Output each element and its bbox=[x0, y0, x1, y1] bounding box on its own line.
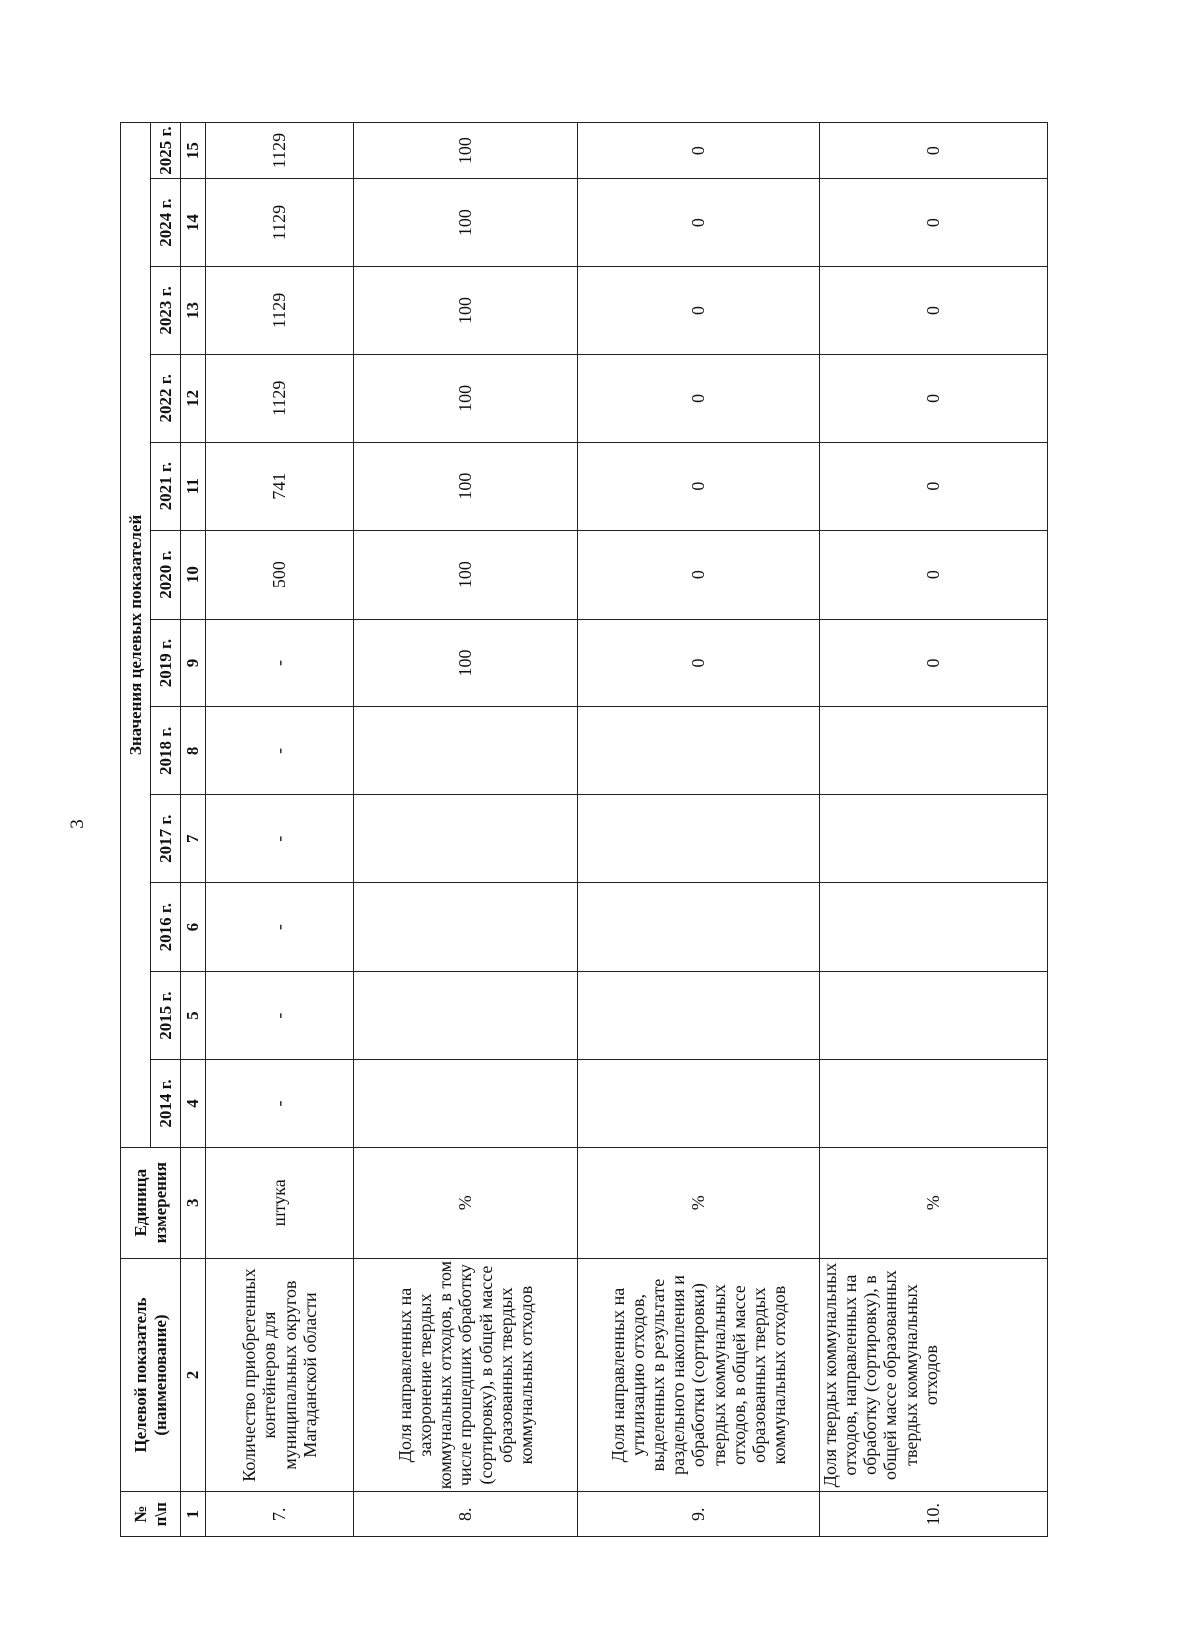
column-number: 1 bbox=[181, 1492, 206, 1537]
indicator-name: Доля направленных на утилизацию отходов, выделенных в результате раздельного накопления и обработки (сортировки) твердых коммунальных отходов, в общей массе образованных твердых коммунальных отходов bbox=[578, 1258, 820, 1492]
target-indicators-table bbox=[120, 122, 1048, 1537]
indicator-value: - bbox=[206, 972, 354, 1060]
header-year: 2022 г. bbox=[151, 354, 181, 442]
indicator-value bbox=[578, 972, 820, 1060]
header-year: 2019 г. bbox=[151, 619, 181, 707]
indicator-value: 0 bbox=[578, 123, 820, 179]
header-num: № п\п bbox=[121, 1492, 181, 1537]
indicator-value: 100 bbox=[354, 619, 578, 707]
indicator-unit: % bbox=[354, 1147, 578, 1258]
indicator-name: Доля твердых коммунальных отходов, направленных на обработку (сортировку), в общей массе образованных твердых коммунальных отходов bbox=[820, 1258, 1048, 1492]
indicator-value: - bbox=[206, 883, 354, 972]
header-year: 2024 г. bbox=[151, 179, 181, 267]
indicator-value: 0 bbox=[578, 354, 820, 442]
header-year: 2020 г. bbox=[151, 530, 181, 619]
header-indicator: Целевой показатель (наименование) bbox=[121, 1258, 181, 1492]
indicator-value bbox=[820, 1060, 1048, 1148]
column-number: 6 bbox=[181, 883, 206, 972]
indicator-value: 0 bbox=[820, 267, 1048, 355]
indicator-value bbox=[578, 883, 820, 972]
header-year: 2014 г. bbox=[151, 1060, 181, 1148]
row-number: 9. bbox=[578, 1492, 820, 1537]
indicator-value: 1129 bbox=[206, 179, 354, 267]
indicator-value: 0 bbox=[820, 530, 1048, 619]
indicator-name: Доля направленных на захоронение твердых коммунальных отходов, в том числе прошедших обработку (сортировку), в общей массе образованных твердых коммунальных отходов bbox=[354, 1258, 578, 1492]
table-row bbox=[354, 123, 578, 1537]
column-number: 9 bbox=[181, 619, 206, 707]
indicator-value: - bbox=[206, 707, 354, 795]
row-number: 10. bbox=[820, 1492, 1048, 1537]
indicator-value bbox=[354, 795, 578, 883]
row-number: 8. bbox=[354, 1492, 578, 1537]
indicator-value bbox=[354, 707, 578, 795]
column-number: 10 bbox=[181, 530, 206, 619]
indicator-value bbox=[578, 707, 820, 795]
column-number: 12 bbox=[181, 354, 206, 442]
indicator-value: - bbox=[206, 619, 354, 707]
table-row bbox=[206, 123, 354, 1537]
indicator-value: 100 bbox=[354, 179, 578, 267]
indicator-value: 0 bbox=[578, 619, 820, 707]
indicator-value: 100 bbox=[354, 267, 578, 355]
header-row-group bbox=[121, 123, 151, 1537]
indicator-value: - bbox=[206, 795, 354, 883]
indicator-value: 100 bbox=[354, 530, 578, 619]
indicator-unit: штука bbox=[206, 1147, 354, 1258]
indicator-value bbox=[354, 883, 578, 972]
indicator-value: 0 bbox=[578, 442, 820, 530]
header-year: 2021 г. bbox=[151, 442, 181, 530]
header-year: 2017 г. bbox=[151, 795, 181, 883]
column-number: 11 bbox=[181, 442, 206, 530]
indicator-value: 1129 bbox=[206, 267, 354, 355]
column-number: 14 bbox=[181, 179, 206, 267]
indicator-unit: % bbox=[820, 1147, 1048, 1258]
indicator-value: 1129 bbox=[206, 354, 354, 442]
column-number: 8 bbox=[181, 707, 206, 795]
indicator-value: 0 bbox=[820, 442, 1048, 530]
column-number: 2 bbox=[181, 1258, 206, 1492]
indicator-value bbox=[820, 707, 1048, 795]
indicator-value: - bbox=[206, 1060, 354, 1148]
header-year: 2016 г. bbox=[151, 883, 181, 972]
rotated-table-frame bbox=[120, 122, 1047, 1537]
indicator-value: 500 bbox=[206, 530, 354, 619]
indicator-value: 100 bbox=[354, 442, 578, 530]
indicator-value: 1129 bbox=[206, 123, 354, 179]
indicator-value: 0 bbox=[820, 123, 1048, 179]
column-number: 3 bbox=[181, 1147, 206, 1258]
indicator-value: 0 bbox=[578, 530, 820, 619]
indicator-unit: % bbox=[578, 1147, 820, 1258]
indicator-value: 0 bbox=[578, 179, 820, 267]
indicator-value bbox=[578, 795, 820, 883]
header-year: 2025 г. bbox=[151, 123, 181, 179]
indicator-value bbox=[820, 883, 1048, 972]
indicator-value bbox=[578, 1060, 820, 1148]
indicator-value: 0 bbox=[820, 179, 1048, 267]
table-row bbox=[578, 123, 820, 1537]
row-number: 7. bbox=[206, 1492, 354, 1537]
column-number: 7 bbox=[181, 795, 206, 883]
indicator-value: 0 bbox=[820, 354, 1048, 442]
header-year: 2018 г. bbox=[151, 707, 181, 795]
header-unit: Единица измерения bbox=[121, 1147, 181, 1258]
indicator-value bbox=[820, 972, 1048, 1060]
column-number-row bbox=[181, 123, 206, 1537]
indicator-name: Количество приобретенных контейнеров для муниципальных округов Магаданской области bbox=[206, 1258, 354, 1492]
indicator-value: 0 bbox=[820, 619, 1048, 707]
column-number: 13 bbox=[181, 267, 206, 355]
indicator-value bbox=[820, 795, 1048, 883]
indicator-value: 100 bbox=[354, 123, 578, 179]
header-values-group: Значения целевых показателей bbox=[121, 123, 151, 1148]
indicator-value: 0 bbox=[578, 267, 820, 355]
header-year: 2015 г. bbox=[151, 972, 181, 1060]
indicator-value: 741 bbox=[206, 442, 354, 530]
header-year: 2023 г. bbox=[151, 267, 181, 355]
column-number: 15 bbox=[181, 123, 206, 179]
indicator-value bbox=[354, 1060, 578, 1148]
column-number: 4 bbox=[181, 1060, 206, 1148]
indicator-value bbox=[354, 972, 578, 1060]
indicator-value: 100 bbox=[354, 354, 578, 442]
table-row bbox=[820, 123, 1048, 1537]
page-number: 3 bbox=[67, 819, 88, 829]
column-number: 5 bbox=[181, 972, 206, 1060]
